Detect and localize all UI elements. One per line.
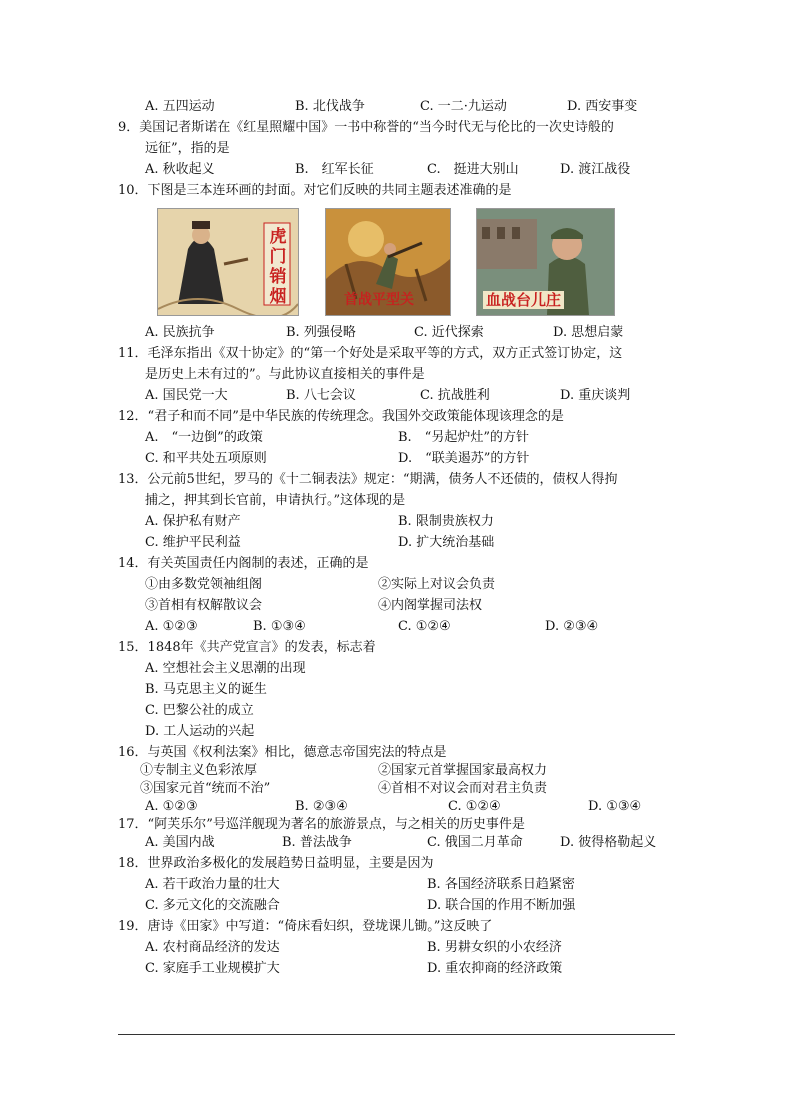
q14-option-c: C. ①②④ bbox=[398, 619, 451, 634]
q11-stem-line1: 11．毛泽东指出《双十协定》的“第一个好处是采取平等的方式，双方正式签订协定，这 bbox=[118, 346, 623, 361]
q12-option-b: B. “另起炉灶”的方针 bbox=[398, 430, 529, 445]
q11-option-d: D. 重庆谈判 bbox=[560, 388, 631, 403]
q13-option-a: A. 保护私有财产 bbox=[145, 514, 241, 529]
q9-option-b: B. 红军长征 bbox=[295, 162, 374, 177]
q19-option-c: C. 家庭手工业规模扩大 bbox=[145, 961, 280, 976]
q16-item-3: ③国家元首“统而不治” bbox=[140, 781, 271, 796]
cover-humen-title: 虎门销烟 bbox=[269, 227, 287, 307]
q12-option-a: A. “一边倒”的政策 bbox=[145, 430, 263, 445]
q15-option-a: A. 空想社会主义思潮的出现 bbox=[145, 661, 306, 676]
q8-option-d: D. 西安事变 bbox=[567, 99, 638, 114]
q8-option-c: C. 一二·九运动 bbox=[420, 99, 507, 114]
q11-stem-line2: 是历史上未有过的”。与此协议直接相关的事件是 bbox=[145, 367, 425, 382]
q16-option-a: A. ①②③ bbox=[145, 799, 198, 814]
q13-option-d: D. 扩大统治基础 bbox=[398, 535, 495, 550]
q14-option-b: B. ①③④ bbox=[253, 619, 306, 634]
q16-option-d: D. ①③④ bbox=[588, 799, 642, 814]
q10-option-a: A. 民族抗争 bbox=[145, 325, 215, 340]
q9-option-a: A. 秋收起义 bbox=[145, 162, 215, 177]
q19-stem: 19．唐诗《田家》中写道：“倚床看妇织，登垅课儿锄。”这反映了 bbox=[118, 919, 493, 934]
q17-option-d: D. 彼得格勒起义 bbox=[560, 835, 657, 850]
q9-option-c: C. 挺进大别山 bbox=[427, 162, 519, 177]
q17-option-b: B. 普法战争 bbox=[282, 835, 352, 850]
q10-option-d: D. 思想启蒙 bbox=[553, 325, 624, 340]
q12-stem: 12．“君子和而不同”是中华民族的传统理念。我国外交政策能体现该理念的是 bbox=[118, 409, 564, 424]
q9-option-d: D. 渡江战役 bbox=[560, 162, 631, 177]
q10-option-b: B. 列强侵略 bbox=[286, 325, 356, 340]
q11-option-c: C. 抗战胜利 bbox=[420, 388, 490, 403]
q14-option-d: D. ②③④ bbox=[545, 619, 599, 634]
q16-item-1: ①专制主义色彩浓厚 bbox=[140, 763, 258, 778]
cover-pingxingguan-title: 首战平型关 bbox=[344, 292, 414, 308]
q14-item-4: ④内阁掌握司法权 bbox=[378, 598, 483, 613]
q18-option-b: B. 各国经济联系日趋紧密 bbox=[427, 877, 575, 892]
q13-stem-line1: 13．公元前5世纪，罗马的《十二铜表法》规定：“期满，债务人不还债的，债权人得拘 bbox=[118, 472, 618, 487]
q14-item-2: ②实际上对议会负责 bbox=[378, 577, 496, 592]
q19-option-b: B. 男耕女织的小农经济 bbox=[427, 940, 562, 955]
q9-stem-line2: 远征”，指的是 bbox=[145, 141, 230, 156]
cover-taierzhuang-title: 血战台儿庄 bbox=[483, 291, 564, 309]
q10-option-c: C. 近代探索 bbox=[414, 325, 484, 340]
q10-stem: 10．下图是三本连环画的封面。对它们反映的共同主题表述准确的是 bbox=[118, 183, 512, 198]
q11-option-b: B. 八七会议 bbox=[286, 388, 356, 403]
q11-option-a: A. 国民党一大 bbox=[145, 388, 228, 403]
q15-option-b: B. 马克思主义的诞生 bbox=[145, 682, 267, 697]
q12-option-c: C. 和平共处五项原则 bbox=[145, 451, 267, 466]
q12-option-d: D. “联美遏苏”的方针 bbox=[398, 451, 530, 466]
q9-stem-line1: 9．美国记者斯诺在《红星照耀中国》一书中称誉的“当今时代无与伦比的一次史诗般的 bbox=[118, 120, 614, 135]
q14-item-3: ③首相有权解散议会 bbox=[145, 598, 263, 613]
cover-pingxingguan bbox=[325, 208, 451, 316]
q13-option-c: C. 维护平民利益 bbox=[145, 535, 241, 550]
q19-option-d: D. 重农抑商的经济政策 bbox=[427, 961, 563, 976]
cover-taierzhuang bbox=[476, 208, 615, 316]
q18-option-c: C. 多元文化的交流融合 bbox=[145, 898, 280, 913]
q16-option-b: B. ②③④ bbox=[295, 799, 348, 814]
q14-stem: 14．有关英国责任内阁制的表述，正确的是 bbox=[118, 556, 369, 571]
q13-option-b: B. 限制贵族权力 bbox=[398, 514, 494, 529]
q16-item-4: ④首相不对议会而对君主负责 bbox=[378, 781, 548, 796]
q17-option-a: A. 美国内战 bbox=[145, 835, 215, 850]
footer-divider bbox=[118, 1034, 675, 1035]
q15-option-d: D. 工人运动的兴起 bbox=[145, 724, 255, 739]
q19-option-a: A. 农村商品经济的发达 bbox=[145, 940, 280, 955]
q8-option-a: A. 五四运动 bbox=[145, 99, 215, 114]
q13-stem-line2: 捕之，押其到长官前，申请执行。”这体现的是 bbox=[145, 493, 406, 508]
q14-option-a: A. ①②③ bbox=[145, 619, 198, 634]
q17-stem: 17．“阿芙乐尔”号巡洋舰现为著名的旅游景点，与之相关的历史事件是 bbox=[118, 817, 525, 832]
q16-stem: 16．与英国《权利法案》相比，德意志帝国宪法的特点是 bbox=[118, 745, 447, 760]
q16-item-2: ②国家元首掌握国家最高权力 bbox=[378, 763, 548, 778]
q17-option-c: C. 俄国二月革命 bbox=[427, 835, 523, 850]
q16-option-c: C. ①②④ bbox=[448, 799, 501, 814]
q18-stem: 18．世界政治多极化的发展趋势日益明显，主要是因为 bbox=[118, 856, 434, 871]
q14-item-1: ①由多数党领袖组阁 bbox=[145, 577, 263, 592]
q15-stem: 15．1848年《共产党宣言》的发表，标志着 bbox=[118, 640, 376, 655]
cover-humen-xiaoyan bbox=[157, 208, 299, 316]
q18-option-d: D. 联合国的作用不断加强 bbox=[427, 898, 576, 913]
q8-option-b: B. 北伐战争 bbox=[295, 99, 365, 114]
q15-option-c: C. 巴黎公社的成立 bbox=[145, 703, 254, 718]
q18-option-a: A. 若干政治力量的壮大 bbox=[145, 877, 280, 892]
